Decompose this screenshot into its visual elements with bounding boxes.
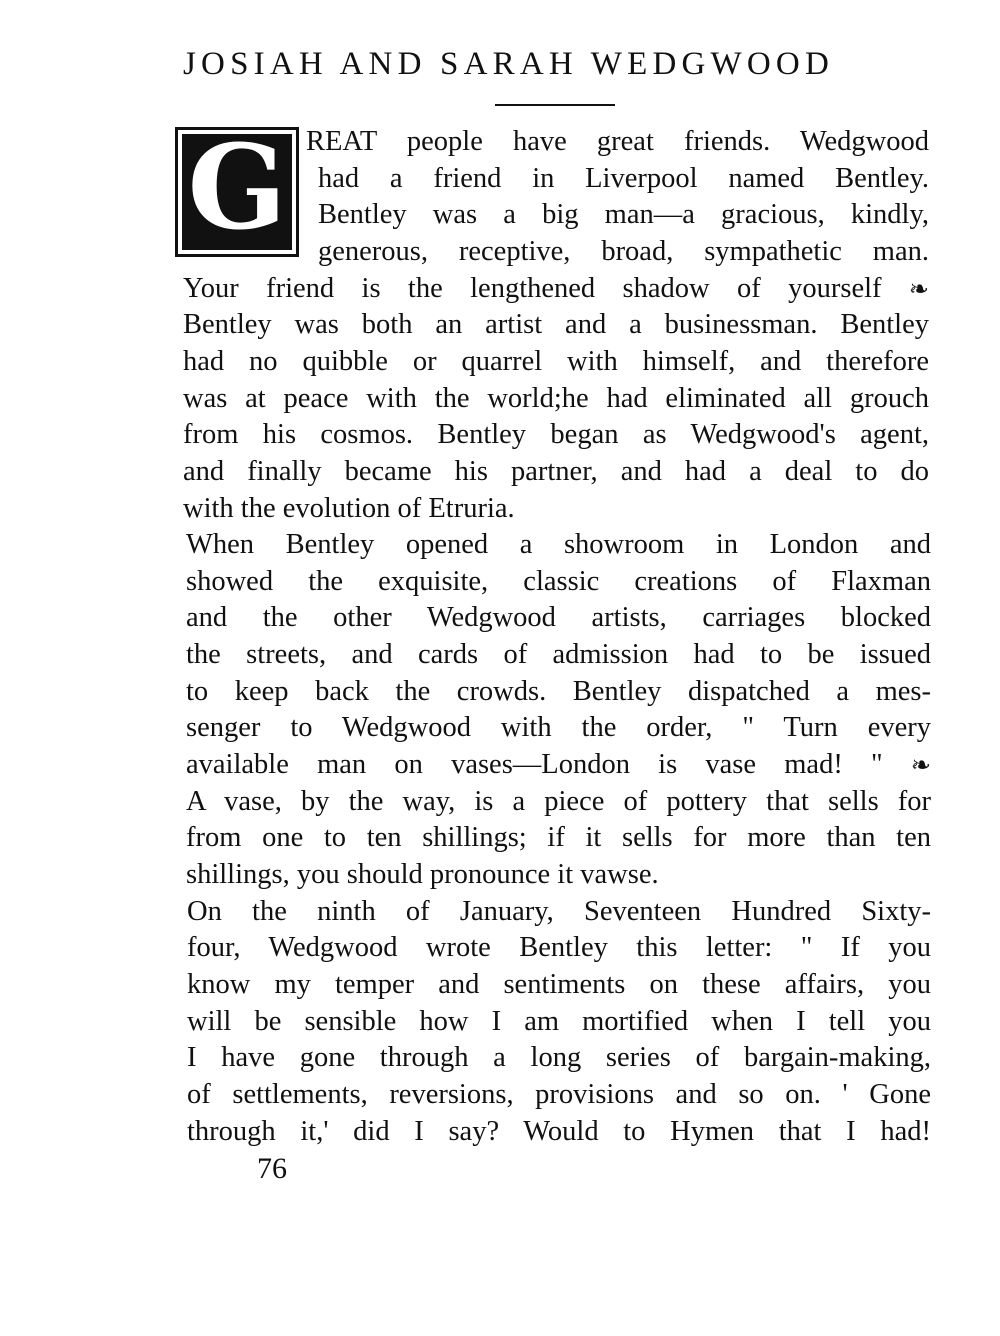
text-line-content: shillings, you should pronounce it vawse. (186, 859, 659, 890)
text-line (186, 564, 931, 600)
text-line (183, 417, 929, 453)
text-line-content: was at peace with the world;he had eliminated all grouch (183, 382, 929, 414)
text-line (186, 784, 931, 820)
text-line-content: I have gone through a long series of bargain-making, (187, 1042, 931, 1074)
text-line (186, 857, 659, 893)
text-line-content: On the ninth of January, Seventeen Hundred Sixty- (187, 895, 931, 927)
text-line (187, 1077, 931, 1113)
text-line-content: A vase, by the way, is a piece of pottery that sells for (186, 785, 931, 817)
text-line-content: the streets, and cards of admission had to be issued (186, 639, 931, 671)
text-line (183, 307, 929, 343)
text-line (318, 197, 929, 233)
text-line (186, 527, 931, 563)
text-line (186, 674, 931, 710)
text-line-content: Your friend is the lengthened shadow of yourself (183, 272, 882, 304)
text-line (186, 820, 931, 856)
text-line-content: through it,' did I say? Would to Hymen that I had! (187, 1115, 931, 1147)
text-line (183, 381, 929, 417)
text-line (318, 161, 929, 197)
header-rule (495, 104, 615, 106)
text-line-content: had a friend in Liverpool named Bentley. (318, 162, 929, 194)
text-line-content: with the evolution of Etruria. (183, 492, 515, 524)
text-line (186, 747, 931, 784)
text-line-content: REAT people have great friends. Wedgwood (306, 126, 929, 157)
text-line (183, 454, 929, 490)
text-line (187, 894, 931, 930)
fleuron-icon: ❧ (908, 276, 930, 303)
text-line (183, 344, 929, 380)
text-line-content: and finally became his partner, and had a deal to do (183, 455, 929, 487)
drop-cap-letter: G (187, 120, 287, 256)
text-line-content: showed the exquisite, classic creations of Flaxman (186, 565, 931, 597)
fleuron-icon: ❧ (910, 753, 931, 780)
text-line (187, 1004, 931, 1040)
text-line-content: know my temper and sentiments on these affairs, you (187, 968, 931, 1000)
page-number: 76 (257, 1152, 287, 1185)
text-line-content: generous, receptive, broad, sympathetic man. (318, 235, 929, 267)
text-line-content: to keep back the crowds. Bentley dispatched a mes- (186, 675, 931, 707)
text-line (186, 637, 931, 673)
text-line-content: of settlements, reversions, provisions and so on. ' Gone (187, 1078, 931, 1110)
text-line (183, 491, 515, 527)
text-line (187, 967, 931, 1003)
text-line (183, 271, 929, 308)
text-line-content: and the other Wedgwood artists, carriages blocked (186, 602, 931, 634)
text-line-content: from his cosmos. Bentley began as Wedgwood's agent, (183, 419, 929, 451)
text-line-content: will be sensible how I am mortified when I tell you (187, 1005, 931, 1037)
text-line-content: Bentley was a big man—a gracious, kindly, (318, 199, 929, 231)
text-line-content: available man on vases—London is vase mad! " (186, 749, 883, 781)
text-line-content: senger to Wedgwood with the order, " Turn every (186, 712, 931, 744)
ornamental-drop-cap (175, 120, 299, 257)
text-line (318, 234, 929, 270)
text-line (186, 600, 931, 636)
text-line (187, 1114, 931, 1150)
text-line-content: When Bentley opened a showroom in London and (186, 529, 931, 561)
text-line (187, 1040, 931, 1076)
text-line (186, 710, 931, 746)
text-line-content: four, Wedgwood wrote Bentley this letter: " If you (187, 932, 931, 964)
text-line-content: Bentley was both an artist and a businessman. Bentley (183, 309, 929, 341)
text-line (306, 124, 929, 160)
text-line-content: from one to ten shillings; if it sells for more than ten (186, 822, 931, 854)
text-line (187, 930, 931, 966)
text-line-content: had no quibble or quarrel with himself, and therefore (183, 345, 929, 377)
running-header: JOSIAH AND SARAH WEDGWOOD (183, 46, 834, 82)
